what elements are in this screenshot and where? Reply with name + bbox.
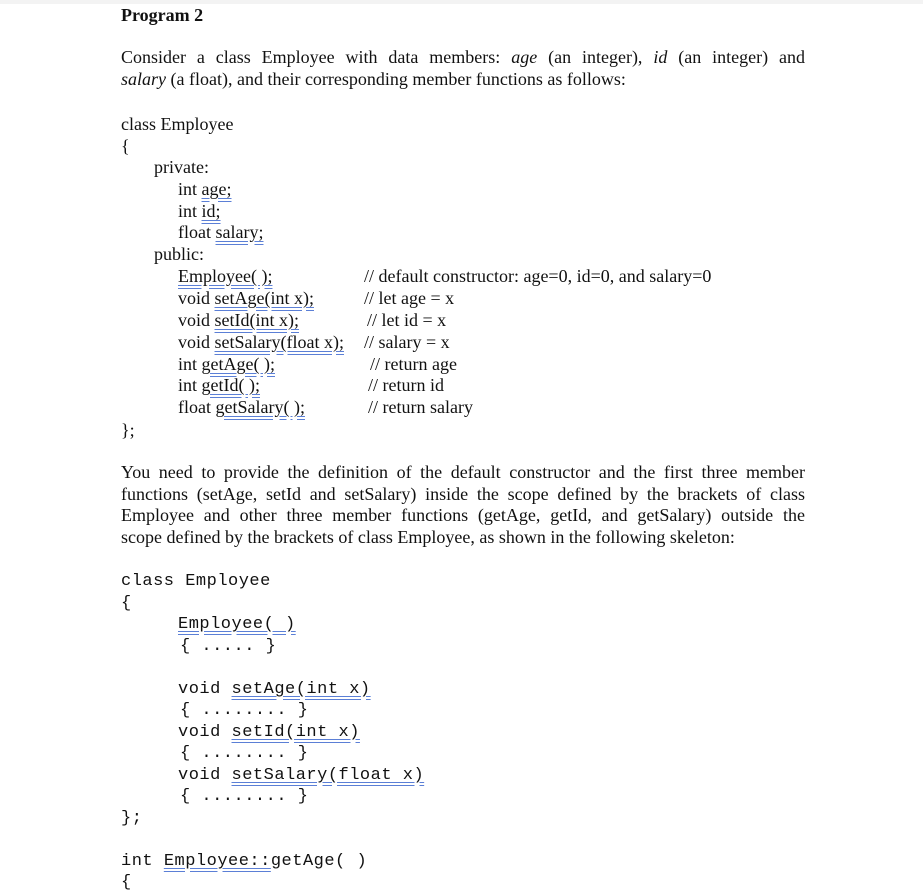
- skeleton-constructor-body: { ..... }: [180, 637, 277, 656]
- skeleton-setage: void setAge(int x): [178, 680, 371, 699]
- decl-member-id: int id;: [178, 201, 221, 221]
- comment-getid: // return id: [368, 375, 444, 395]
- decl-fn-setid: void setId(int x);: [178, 310, 299, 330]
- comment-setage: // let age = x: [364, 288, 455, 308]
- program-heading: Program 2: [121, 5, 204, 25]
- skeleton-setage-body: { ........ }: [180, 701, 309, 720]
- instructions-line-4: scope defined by the brackets of class Employee, as shown in the following skeleton:: [121, 526, 735, 547]
- skeleton-constructor: Employee( ): [178, 615, 296, 634]
- skeleton-close: };: [121, 809, 143, 828]
- decl-member-salary: float salary;: [178, 222, 264, 242]
- comment-setid: // let id = x: [367, 310, 447, 330]
- decl-class-line: class Employee: [121, 114, 234, 134]
- decl-public: public:: [154, 244, 204, 264]
- skeleton-getage-def: int Employee::getAge( ): [121, 852, 368, 871]
- instructions-line-3: Employee and other three member functions (getAge, getId, and getSalary) outside the: [121, 505, 805, 525]
- decl-fn-setage: void setAge(int x);: [178, 288, 314, 308]
- instructions-paragraph: [121, 462, 805, 548]
- skeleton-setid: void setId(int x): [178, 723, 360, 742]
- comment-constructor: // default constructor: age=0, id=0, and salary=0: [364, 266, 712, 286]
- skeleton-setid-body: { ........ }: [180, 744, 309, 763]
- comment-getage: // return age: [370, 354, 457, 374]
- instructions-line-2: functions (setAge, setId and setSalary) inside the scope defined by the brackets of class: [121, 483, 805, 504]
- decl-fn-getsalary: float getSalary( );: [178, 397, 305, 417]
- skeleton-class-line: class Employee: [121, 572, 271, 591]
- comment-setsalary: // salary = x: [364, 332, 450, 352]
- decl-close: };: [121, 420, 135, 440]
- decl-fn-constructor: Employee( );: [178, 266, 273, 286]
- intro-paragraph: Consider a class Employee with data members: age (an integer), id (an integer) and salary (a float), and their corresponding member functions as follows:: [121, 47, 805, 89]
- instructions-line-1: You need to provide the definition of the default constructor and the first three member: [121, 462, 805, 482]
- decl-fn-getid: int getId( );: [178, 375, 260, 395]
- decl-fn-setsalary: void setSalary(float x);: [178, 332, 344, 352]
- decl-open-brace: {: [121, 136, 130, 156]
- skeleton-open-brace: {: [121, 594, 132, 613]
- decl-fn-getage: int getAge( );: [178, 354, 275, 374]
- decl-private: private:: [154, 157, 209, 177]
- decl-member-age: int age;: [178, 179, 232, 199]
- skeleton-setsalary: void setSalary(float x): [178, 766, 425, 785]
- skeleton-setsalary-body: { ........ }: [180, 787, 309, 806]
- skeleton-getage-open: {: [121, 873, 132, 892]
- comment-getsalary: // return salary: [368, 397, 473, 417]
